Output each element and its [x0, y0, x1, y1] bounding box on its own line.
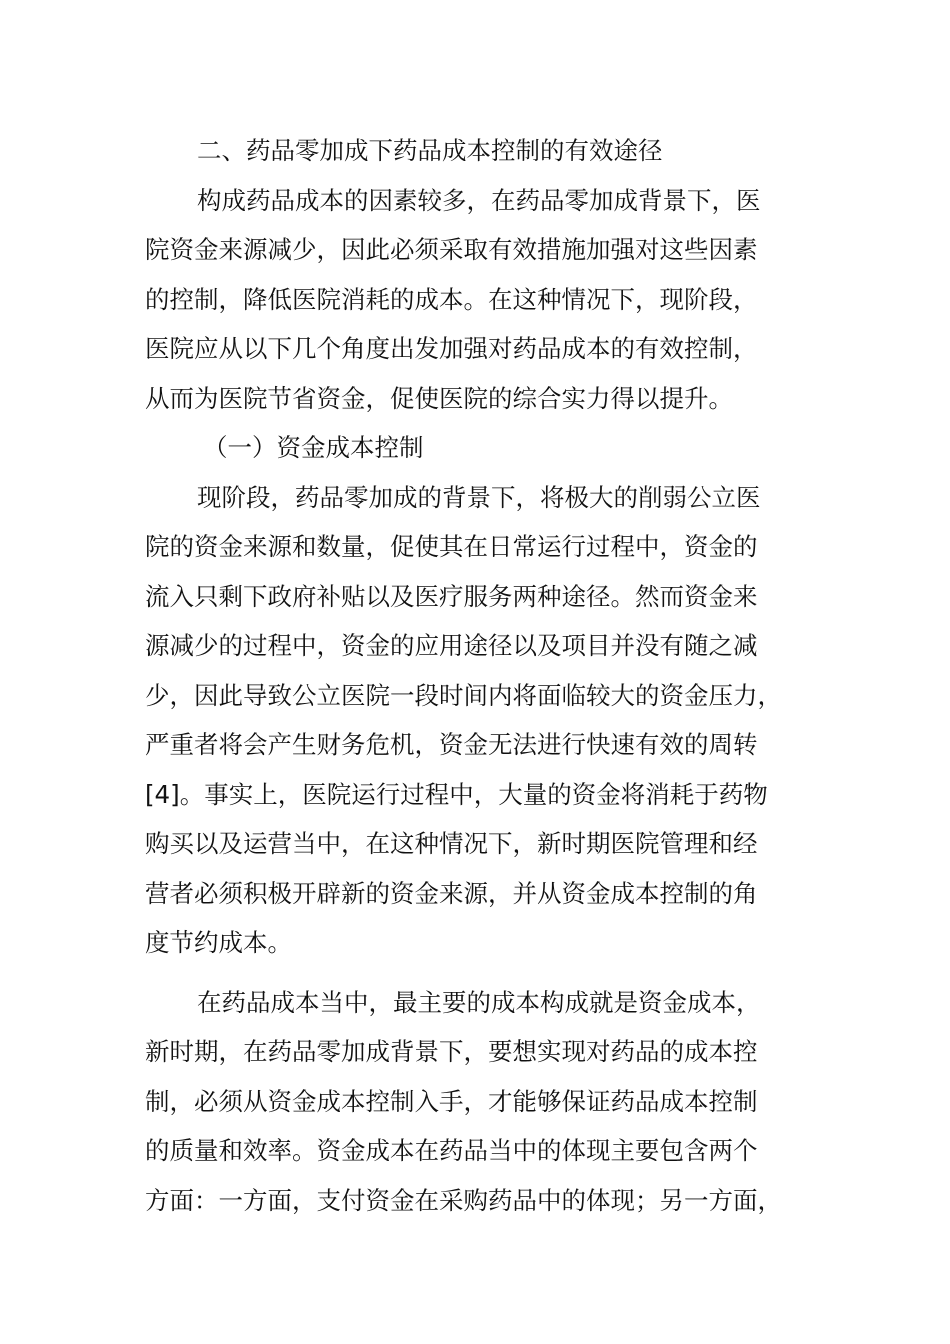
paragraph-2-line: [4]。事实上，医院运行过程中，大量的资金将消耗于药物 — [145, 779, 768, 809]
subsection-heading: （一）资金成本控制 — [203, 433, 424, 462]
paragraph-1-line: 构成药品成本的因素较多，在药品零加成背景下，医 — [197, 185, 761, 215]
paragraph-2-line: 源减少的过程中，资金的应用途径以及项目并没有随之减 — [145, 631, 758, 660]
paragraph-3-line: 新时期，在药品零加成背景下，要想实现对药品的成本控 — [145, 1037, 758, 1066]
paragraph-3-line: 方面：一方面，支付资金在采购药品中的体现；另一方面， — [145, 1185, 782, 1215]
paragraph-3-line: 制，必须从资金成本控制入手，才能够保证药品成本控制 — [145, 1086, 758, 1116]
paragraph-2-line: 流入只剩下政府补贴以及医疗服务两种途径。然而资金来 — [145, 581, 758, 611]
paragraph-2-line: 购买以及运营当中，在这种情况下，新时期医院管理和经 — [145, 829, 758, 858]
section-heading: 二、药品零加成下药品成本控制的有效途径 — [197, 136, 663, 165]
paragraph-2-line: 严重者将会产生财务危机，资金无法进行快速有效的周转 — [145, 730, 758, 759]
paragraph-1-line: 从而为医院节省资金，促使医院的综合实力得以提升。 — [145, 383, 733, 413]
paragraph-2-line: 营者必须积极开辟新的资金来源，并从资金成本控制的角 — [145, 878, 758, 908]
paragraph-2-line: 院的资金来源和数量，促使其在日常运行过程中，资金的 — [145, 532, 758, 561]
paragraph-2-line: 度节约成本。 — [145, 928, 292, 957]
paragraph-1-line: 院资金来源减少，因此必须采取有效措施加强对这些因素 — [145, 235, 758, 264]
paragraph-2-line: 现阶段，药品零加成的背景下，将极大的削弱公立医 — [197, 482, 761, 512]
paragraph-3-line: 的质量和效率。资金成本在药品当中的体现主要包含两个 — [145, 1136, 758, 1165]
paragraph-3-line: 在药品成本当中，最主要的成本构成就是资金成本， — [197, 987, 761, 1017]
paragraph-1-line: 医院应从以下几个角度出发加强对药品成本的有效控制， — [145, 334, 758, 363]
paragraph-1-line: 的控制，降低医院消耗的成本。在这种情况下，现阶段， — [145, 284, 758, 314]
document-body — [145, 126, 805, 1225]
paragraph-2-line: 少，因此导致公立医院一段时间内将面临较大的资金压力， — [145, 680, 782, 710]
